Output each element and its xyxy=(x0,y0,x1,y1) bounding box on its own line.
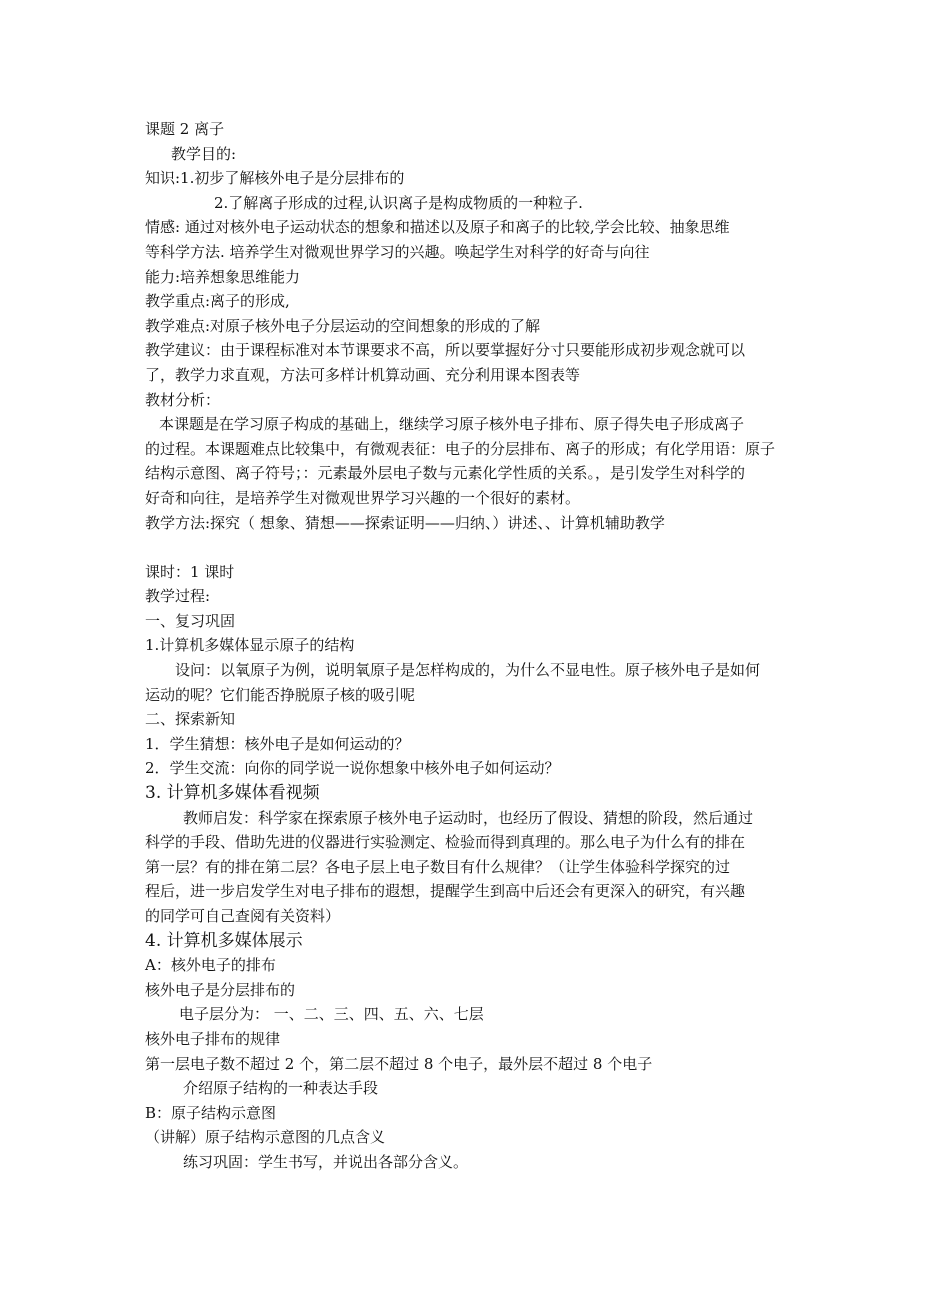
question-line-2: 运动的呢？它们能否挣脱原子核的吸引呢 xyxy=(145,685,416,704)
practice-line: 练习巩固：学生书写，并说出各部分含义。 xyxy=(183,1152,469,1171)
analysis-line-3: 结构示意图、离子符号；：元素最外层电子数与元素化学性质的关系。，是引发学生对科学的 xyxy=(145,464,746,483)
lesson-title: 课题 2 离子 xyxy=(145,120,225,138)
suggestion-line-2: 了，教学力求直观，方法可多样计机算动画、充分利用课本图表等 xyxy=(145,365,581,384)
analysis-line-4: 好奇和向往，是培养学生对微观世界学习兴趣的一个很好的素材。 xyxy=(145,488,581,507)
review-heading: 一、复习巩固 xyxy=(145,611,236,630)
emotion-line-1: 情感: 通过对核外电子运动状态的想象和描述以及原子和离子的比较,学会比较、抽象思维 xyxy=(145,218,730,237)
knowledge-line-1: 知识:1.初步了解核外电子是分层排布的 xyxy=(145,169,405,188)
process-heading: 教学过程: xyxy=(145,587,211,606)
ability-line: 能力:培养想象思维能力 xyxy=(145,267,301,286)
suggestion-line-1: 教学建议：由于课程标准对本节课要求不高，所以要掌握好分寸只要能形成初步观念就可以 xyxy=(145,341,746,360)
exchange-line: 2．学生交流：向你的同学说一说你想象中核外电子如何运动？ xyxy=(145,759,560,778)
shells-line: 电子层分为： 一、二、三、四、五、六、七层 xyxy=(179,1005,484,1024)
teacher-line-1: 教师启发：科学家在探索原子核外电子运动时，也经历了假设、猜想的阶段，然后通过 xyxy=(183,808,754,827)
teacher-line-2: 科学的手段、借助先进的仪器进行实验测定、检验而得到真理的。那么电子为什么有的排在 xyxy=(145,833,746,852)
video-heading: 3. 计算机多媒体看视频 xyxy=(145,783,320,804)
analysis-line-2: 的过程。本课题难点比较集中，有微观表征：电子的分层排布、离子的形成；有化学用语：原子 xyxy=(145,439,776,458)
teacher-line-3: 第一层？有的排在第二层？各电子层上电子数目有什么规律？（让学生体验科学探究的过 xyxy=(145,857,731,876)
b-heading: B：原子结构示意图 xyxy=(145,1103,277,1122)
analysis-line-1: 本课题是在学习原子构成的基础上，继续学习原子核外电子排布、原子得失电子形成离子 xyxy=(159,415,745,434)
intro-line: 介绍原子结构的一种表达手段 xyxy=(183,1079,379,1098)
document-page xyxy=(145,117,815,1175)
teacher-line-5: 的同学可自己查阅有关资料） xyxy=(145,907,341,925)
goal-heading: 教学目的: xyxy=(171,144,237,163)
explore-heading: 二、探索新知 xyxy=(145,710,236,729)
method-line: 教学方法:探究（ 想象、猜想——探索证明——归纳、）讲述、、计算机辅助教学 xyxy=(145,513,665,532)
item-1-line: 1.计算机多媒体显示原子的结构 xyxy=(145,636,355,655)
key-point-line: 教学重点:离子的形成, xyxy=(145,292,290,311)
analysis-heading: 教材分析： xyxy=(145,390,221,409)
teacher-line-4: 程后，进一步启发学生对电子排布的遐想，提醒学生到高中后还会有更深入的研究，有兴趣 xyxy=(145,882,746,901)
emotion-line-2: 等科学方法. 培养学生对微观世界学习的兴趣。唤起学生对科学的好奇与向往 xyxy=(145,242,650,261)
rule-line: 第一层电子数不超过 2 个，第二层不超过 8 个电子，最外层不超过 8 个电子 xyxy=(145,1054,653,1073)
question-line-1: 设问：以氧原子为例，说明氧原子是怎样构成的，为什么不显电性。原子核外电子是如何 xyxy=(175,661,761,680)
period-line: 课时：1 课时 xyxy=(145,562,235,581)
blank-line xyxy=(145,535,815,560)
difficulty-line: 教学难点:对原子核外电子分层运动的空间想象的形成的了解 xyxy=(145,316,541,335)
guess-line: 1．学生猜想：核外电子是如何运动的？ xyxy=(145,734,410,753)
rule-heading: 核外电子排布的规律 xyxy=(145,1029,281,1048)
knowledge-line-2: 2.了解离子形成的过程,认识离子是构成物质的一种粒子. xyxy=(214,193,583,212)
lecture-line: （讲解）原子结构示意图的几点含义 xyxy=(145,1128,386,1147)
layered-line: 核外电子是分层排布的 xyxy=(145,980,296,999)
show-heading: 4. 计算机多媒体展示 xyxy=(145,930,303,951)
a-heading: A：核外电子的排布 xyxy=(145,956,276,975)
